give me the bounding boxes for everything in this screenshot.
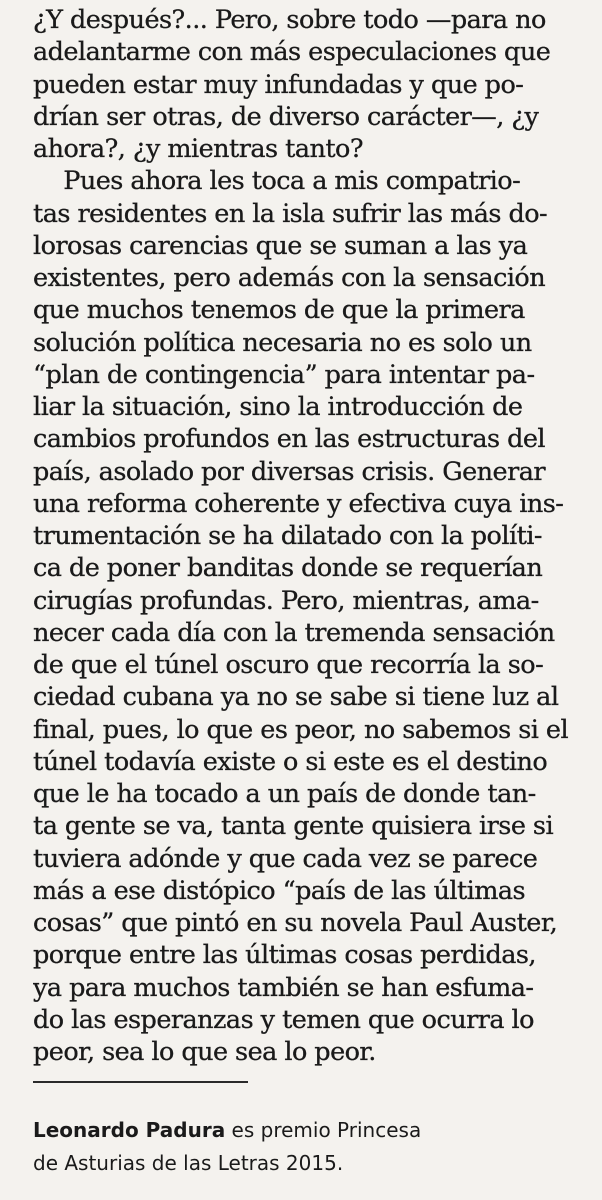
text-line: ¿Y después?... Pero, sobre todo —para no bbox=[33, 5, 546, 35]
text-line: final, pues, lo que es peor, no sabemos si el bbox=[33, 714, 569, 745]
text-line: una reforma coherente y efectiva cuya ins- bbox=[33, 488, 564, 519]
text-line: solución política necesaria no es solo un bbox=[33, 327, 532, 358]
text-line: “plan de contingencia” para intentar pa- bbox=[33, 359, 535, 390]
text-line: que le ha tocado a un país de donde tan- bbox=[33, 779, 536, 809]
text-line: túnel todavía existe o si este es el destino bbox=[33, 746, 548, 777]
article-body bbox=[33, 4, 601, 1068]
author-name: Leonardo Padura bbox=[33, 1118, 226, 1142]
text-line: país, asolado por diversas crisis. Generar bbox=[33, 456, 546, 487]
text-line: de que el túnel oscuro que recorría la so- bbox=[33, 650, 544, 680]
text-line: peor, sea lo que sea lo peor. bbox=[33, 1037, 376, 1067]
text-line: ya para muchos también se han esfuma- bbox=[33, 972, 534, 1003]
text-line: que muchos tenemos de que la primera bbox=[33, 295, 525, 326]
text-line: ta gente se va, tanta gente quisiera irse si bbox=[33, 811, 554, 842]
text-line: pueden estar muy infundadas y que po- bbox=[33, 69, 524, 100]
text-line: porque entre las últimas cosas perdidas, bbox=[33, 940, 536, 971]
text-line: tuviera adónde y que cada vez se parece bbox=[33, 843, 538, 874]
credit-line-1 bbox=[33, 1114, 593, 1147]
credit-text-1: es premio Princesa bbox=[225, 1118, 422, 1142]
text-line: cirugías profundas. Pero, mientras, ama- bbox=[33, 585, 539, 616]
article-column bbox=[33, 4, 601, 1200]
author-credit bbox=[33, 1114, 593, 1180]
text-line: Pues ahora les toca a mis compatrio- bbox=[33, 166, 521, 197]
text-line: liar la situación, sino la introducción de bbox=[33, 392, 523, 422]
text-line: do las esperanzas y temen que ocurra lo bbox=[33, 1004, 534, 1035]
credit-line-2: de Asturias de las Letras 2015. bbox=[33, 1151, 344, 1175]
text-line: ahora?, ¿y mientras tanto? bbox=[33, 134, 363, 164]
text-line: lorosas carencias que se suman a las ya bbox=[33, 230, 528, 261]
text-line: drían ser otras, de diverso carácter—, ¿y bbox=[33, 101, 539, 132]
text-line: cambios profundos en las estructuras del bbox=[33, 424, 546, 455]
text-line: ciedad cubana ya no se sabe si tiene luz al bbox=[33, 682, 559, 713]
text-line: tas residentes en la isla sufrir las más do- bbox=[33, 198, 548, 229]
text-line: existentes, pero además con la sensación bbox=[33, 263, 546, 293]
text-line: cosas” que pintó en su novela Paul Auster, bbox=[33, 908, 558, 938]
text-line: adelantarme con más especulaciones que bbox=[33, 37, 551, 68]
text-line: ca de poner banditas donde se requerían bbox=[33, 553, 543, 584]
separator-rule bbox=[33, 1081, 248, 1083]
text-line: trumentación se ha dilatado con la políti- bbox=[33, 521, 542, 551]
text-line: más a ese distópico “país de las últimas bbox=[33, 875, 526, 906]
text-line: necer cada día con la tremenda sensación bbox=[33, 617, 555, 648]
